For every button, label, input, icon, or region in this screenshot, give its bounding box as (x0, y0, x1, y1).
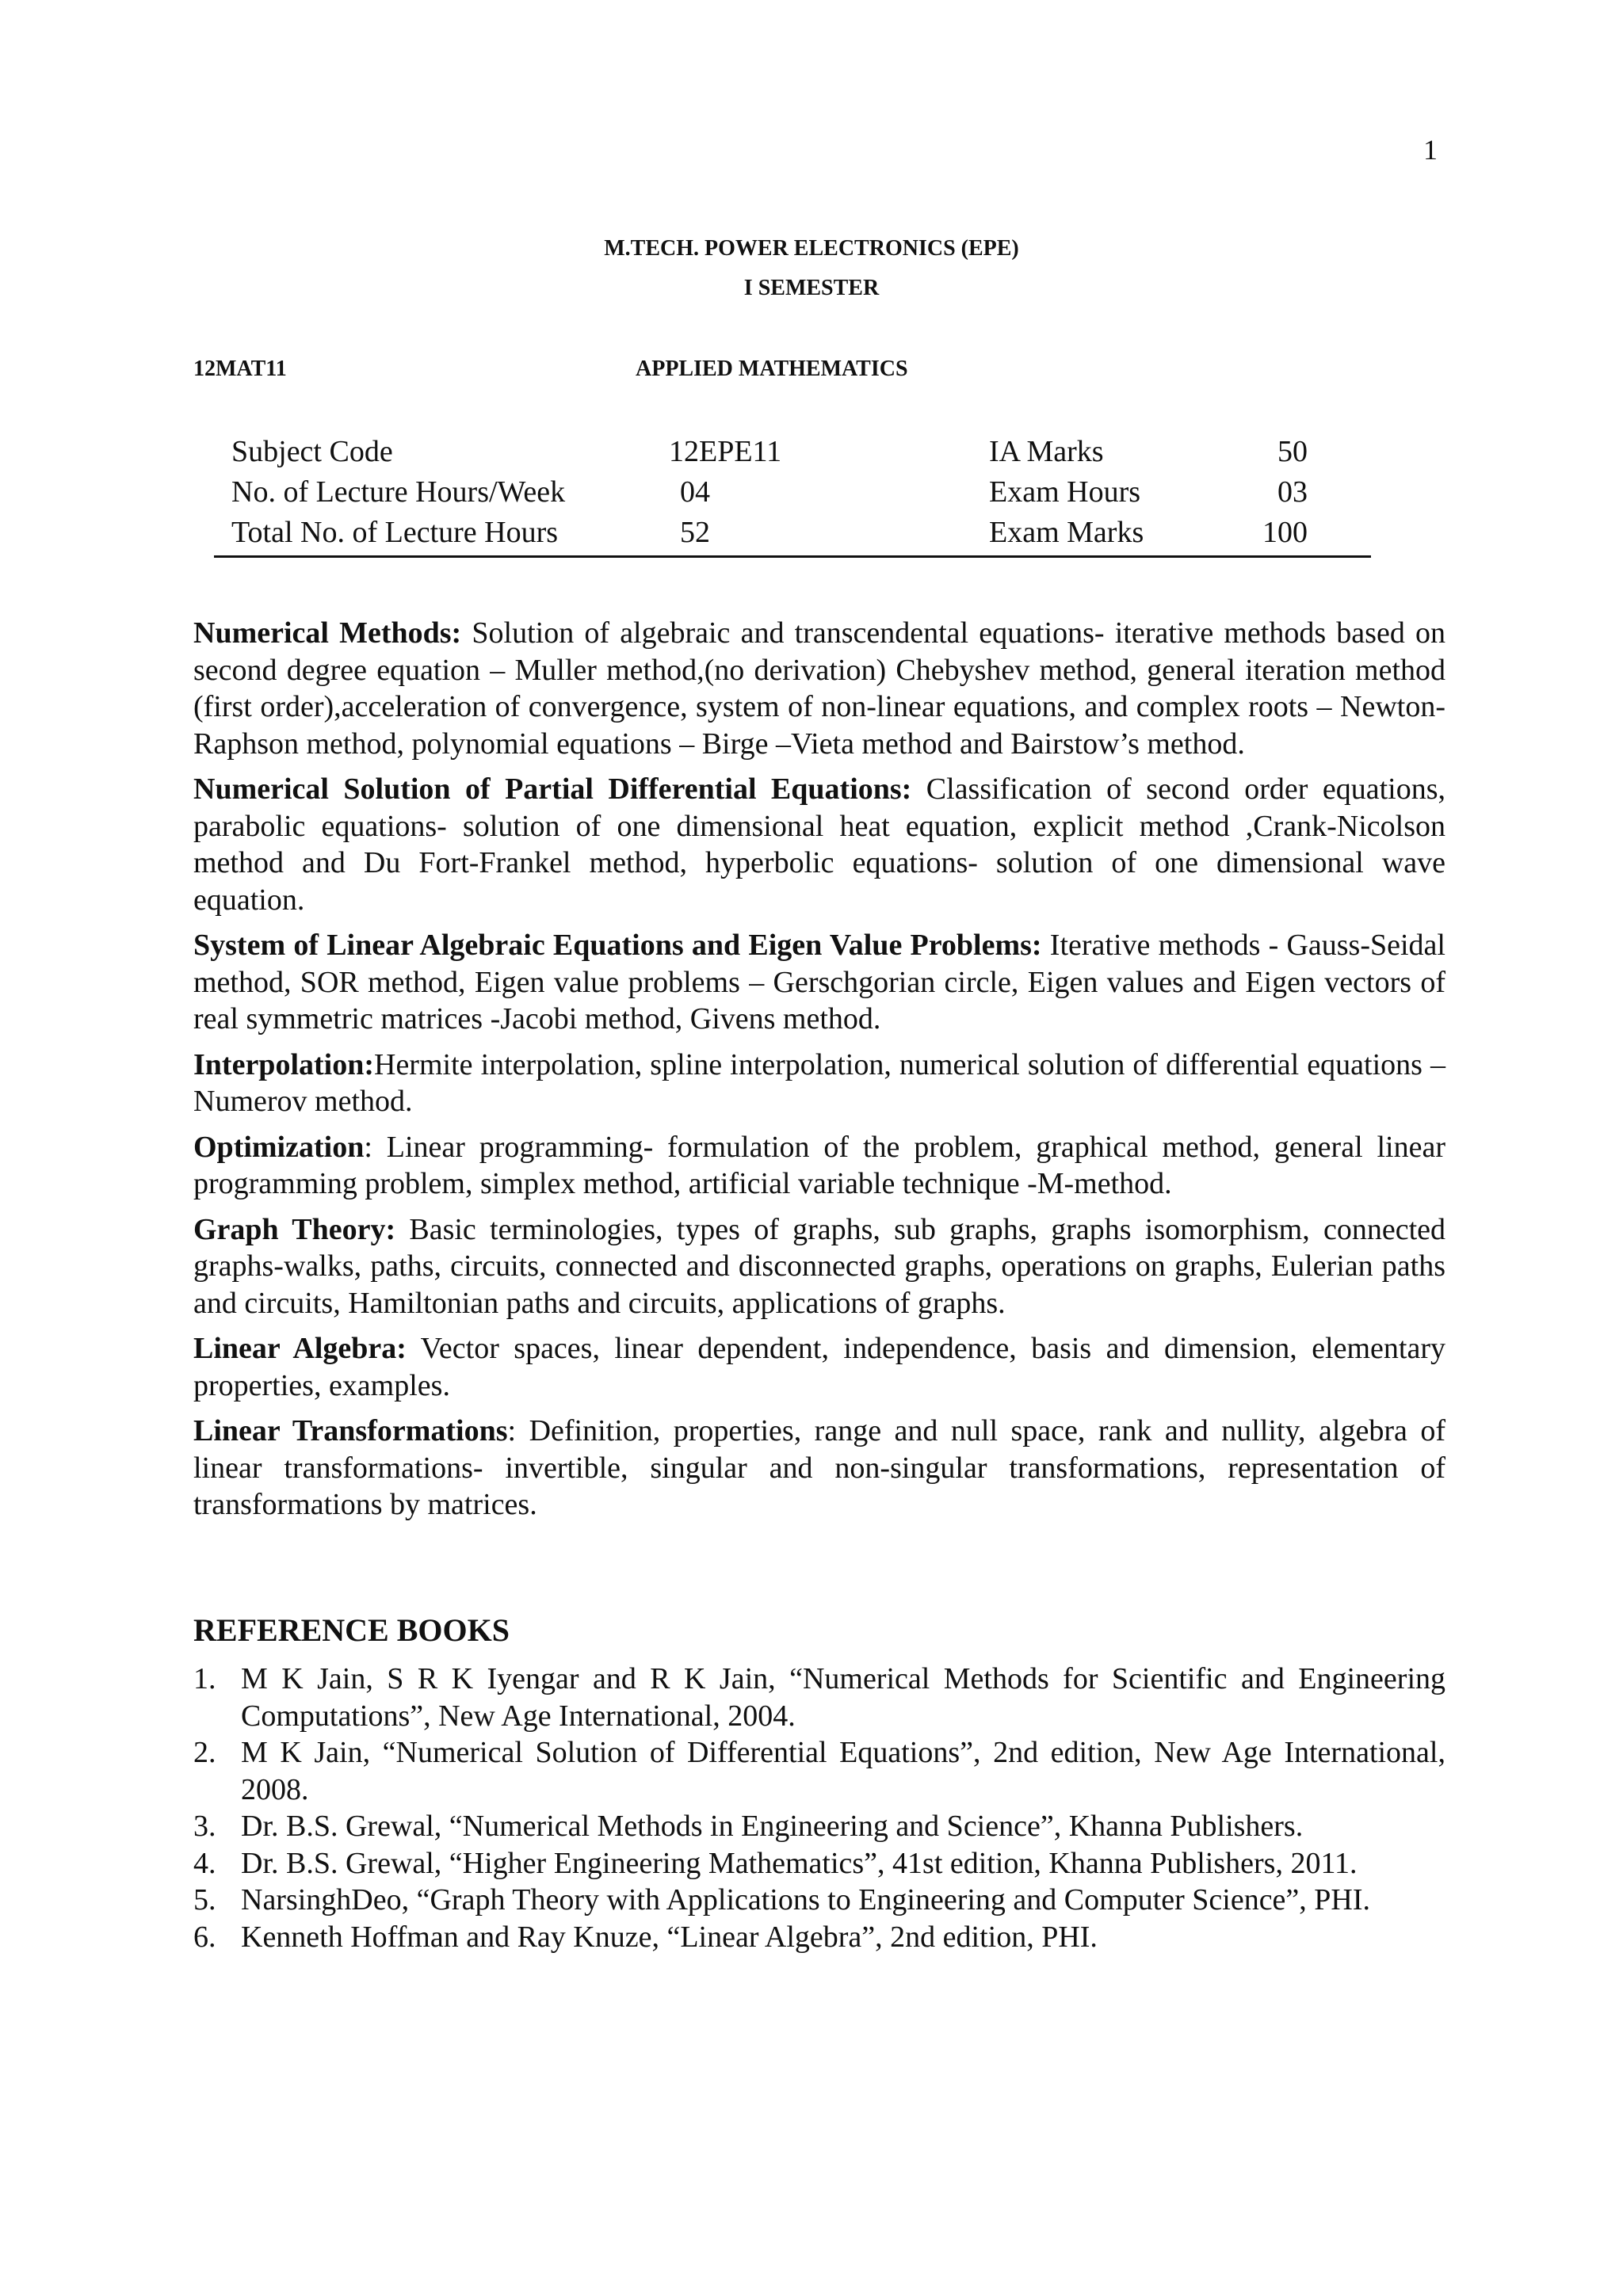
section-title: Interpolation: (193, 1047, 374, 1081)
section-text: Vector spaces, linear dependent, independence, basis and dimension, elementary properties, examples. (193, 1332, 1445, 1402)
info-label: Exam Hours (989, 475, 1141, 509)
reference-text: Kenneth Hoffman and Ray Knuze, “Linear Algebra”, 2nd edition, PHI. (241, 1920, 1098, 1954)
reference-number: 4. (193, 1846, 216, 1880)
info-label: Exam Marks (989, 516, 1144, 549)
course-title: APPLIED MATHEMATICS (636, 357, 908, 381)
info-value: 03 (1277, 475, 1308, 509)
reference-number: 2. (193, 1736, 216, 1769)
section-text: Basic terminologies, types of graphs, sub graphs, graphs isomorphism, connected graphs-walks, paths, circuits, connected and disconnected graphs, operations on graphs, Eulerian paths and circuits, Hamiltonian paths and circuits, applications of graphs. (193, 1212, 1446, 1320)
section-text: : Linear programming- formulation of the problem, graphical method, general linear programming problem, simplex method, artificial variable technique -M-method. (193, 1130, 1445, 1200)
syllabus-section (193, 1211, 1445, 1322)
reference-text: Dr. B.S. Grewal, “Higher Engineering Mathematics”, 41st edition, Khanna Publishers, 2011. (241, 1846, 1358, 1880)
reference-books-heading: REFERENCE BOOKS (193, 1612, 510, 1648)
info-row (214, 475, 1371, 515)
reference-item (193, 1661, 1445, 1734)
syllabus-section (193, 1413, 1445, 1524)
course-info-table (214, 434, 1371, 558)
section-text: Hermite interpolation, spline interpolation, numerical solution of differential equations – Numerov method. (193, 1047, 1445, 1118)
reference-item (193, 1845, 1445, 1882)
course-code: 12MAT11 (193, 357, 287, 381)
reference-number: 6. (193, 1920, 216, 1954)
reference-list (193, 1661, 1445, 1955)
section-title: Optimization (193, 1130, 365, 1164)
syllabus-section (193, 1047, 1445, 1120)
section-title: Linear Transformations (193, 1414, 508, 1447)
reference-text: M K Jain, “Numerical Solution of Differential Equations”, 2nd edition, New Age International, 2008. (241, 1736, 1445, 1806)
section-title: System of Linear Algebraic Equations and Eigen Value Problems: (193, 929, 1042, 962)
syllabus-section (193, 1129, 1445, 1203)
section-text: : Definition, properties, range and null space, rank and nullity, algebra of linear transformations- invertible, singular and non-singular transformations, representation of transformations by matrices. (193, 1414, 1445, 1521)
section-text: Iterative methods - Gauss-Seidal method, SOR method, Eigen value problems – Gerschgorian circle, Eigen values and Eigen vectors of real symmetric matrices -Jacobi method, Givens method. (193, 929, 1445, 1035)
info-value: 50 (1277, 435, 1308, 468)
syllabus-section (193, 1330, 1445, 1404)
info-label: Subject Code (231, 435, 393, 468)
page-number: 1 (1423, 134, 1438, 166)
section-title: Graph Theory: (193, 1212, 396, 1246)
reference-text: NarsinghDeo, “Graph Theory with Applications to Engineering and Computer Science”, PHI. (241, 1883, 1371, 1917)
info-value: 12EPE11 (669, 435, 782, 468)
syllabus-section (193, 615, 1445, 762)
semester-heading: I SEMESTER (743, 276, 880, 300)
reference-item (193, 1808, 1445, 1845)
section-text: Solution of algebraic and transcendental equations- iterative methods based on second degree equation – Muller method,(no derivation) Chebyshev method, general iteration method (first order),acceleration of convergence, system of non-linear equations, and complex roots – Newton-Raphson method, polynomial equations – Birge –Vieta method and Bairstow’s method. (193, 616, 1445, 761)
info-label: No. of Lecture Hours/Week (231, 475, 566, 509)
reference-number: 3. (193, 1810, 216, 1843)
syllabus-section (193, 927, 1445, 1038)
reference-item (193, 1734, 1445, 1808)
section-title: Linear Algebra: (193, 1332, 407, 1365)
info-label: IA Marks (989, 435, 1104, 468)
info-value: 04 (680, 475, 710, 509)
reference-text: M K Jain, S R K Iyengar and R K Jain, “Numerical Methods for Scientific and Engineering Computations”, New Age International, 2004. (241, 1662, 1445, 1733)
section-title: Numerical Solution of Partial Differential Equations: (193, 772, 912, 806)
section-title: Numerical Methods: (193, 616, 462, 650)
reference-item (193, 1919, 1445, 1956)
section-text: Classification of second order equations, parabolic equations- solution of one dimensional heat equation, explicit method ,Crank-Nicolson method and Du Fort-Frankel method, hyperbolic equations- solution of one dimensional wave equation. (193, 772, 1445, 917)
info-row (214, 434, 1371, 475)
syllabus-section (193, 771, 1445, 918)
reference-number: 1. (193, 1662, 216, 1695)
info-value: 52 (680, 516, 710, 549)
info-label: Total No. of Lecture Hours (231, 516, 559, 549)
info-value: 100 (1262, 516, 1308, 549)
reference-number: 5. (193, 1883, 216, 1917)
reference-text: Dr. B.S. Grewal, “Numerical Methods in Engineering and Science”, Khanna Publishers. (241, 1810, 1304, 1843)
program-heading: M.TECH. POWER ELECTRONICS (EPE) (604, 236, 1019, 261)
reference-item (193, 1882, 1445, 1919)
info-row (214, 515, 1371, 555)
syllabus-content (193, 615, 1445, 1532)
